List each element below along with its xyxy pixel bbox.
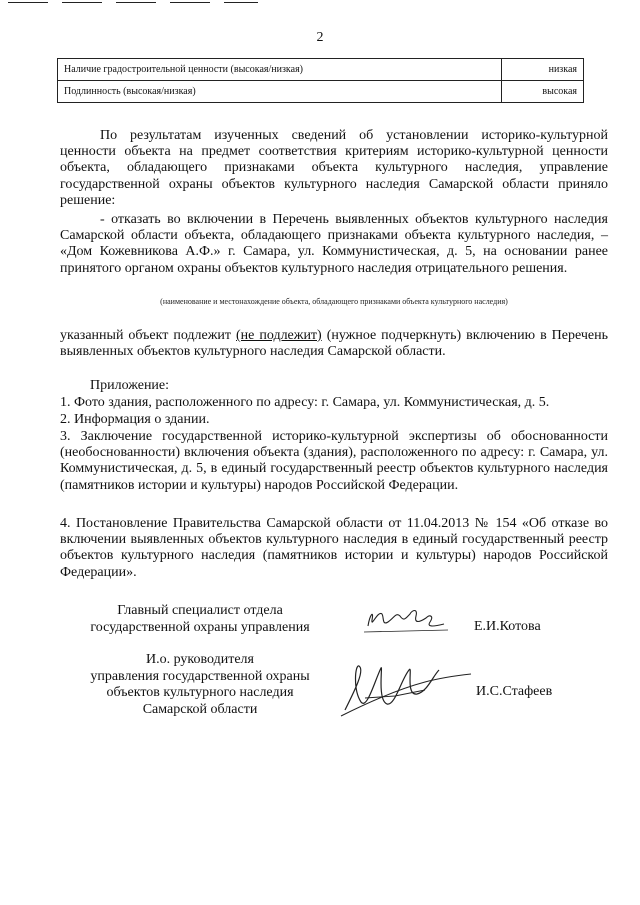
signatory-name: Е.И.Котова [474, 619, 541, 634]
table-cell-label: Наличие градостроительной ценности (высокая/низкая) [58, 59, 502, 81]
attachment-item: 3. Заключение государственной историко-культурной экспертизы об обоснованности (необоснованности) включения объекта (здания), расположенного по адресу: г. Самара, ул. Коммунистическая, д. 5, в единый государственный реестр объектов культурного наследия (памятников истории и культуры) народов Российской Федерации. [60, 429, 608, 493]
handwritten-signature-kotova [360, 600, 450, 640]
position-line: управления государственной охраны [90, 668, 310, 684]
signatory-name: И.С.Стафеев [476, 684, 553, 699]
underlined-choice: (не подлежит) [236, 328, 322, 343]
conclusion-text-rest: (нужное подчеркнуть) включению в Перечень выявленных объектов культурного наследия Самарской области. [60, 328, 608, 360]
position-line: государственной охраны управления [90, 619, 310, 635]
decision-intro: По результатам изученных сведений об установлении историко-культурной ценности объекта на предмет соответствия критериям историко-культурной ценности объекта, обладающего признаками объекта культурного наследия, управление государственной охраны объектов культурного наследия Самарской области приняло решение: [60, 128, 608, 208]
table-row [58, 81, 584, 103]
page-number: 2 [316, 30, 324, 45]
position-line: Самарской области [142, 701, 258, 717]
handwritten-signature-stafeev [335, 660, 475, 720]
object-note: (наименование и местонахождение объекта, обладающего признаками объекта культурного наследия) [160, 297, 508, 306]
position-line: объектов культурного наследия [106, 685, 294, 700]
attachment-item: 2. Информация о здании. [60, 412, 210, 427]
table-row [58, 59, 584, 81]
table-cell-value: высокая [502, 81, 584, 103]
attribute-table [57, 58, 584, 103]
top-scan-marks [0, 2, 260, 6]
decision-item: - отказать во включении в Перечень выявленных объектов культурного наследия Самарской области объекта, обладающего признаками объекта культурного наследия, – «Дом Кожевникова А.Ф.» г. Самара, ул. Коммунистическая, д. 5, на основании ранее принятого органом охраны объектов культурного наследия отрицательного решения. [60, 212, 608, 276]
conclusion-paragraph [60, 328, 608, 360]
conclusion-text: указанный объект подлежит [60, 328, 237, 343]
attachments-heading: Приложение: [90, 378, 170, 393]
attachment-item: 4. Постановление Правительства Самарской области от 11.04.2013 № 154 «Об отказе во включении выявленных объектов культурного наследия в единый государственный реестр объектов культурного наследия (памятников истории и культуры) народов Российской Федерации». [60, 516, 608, 580]
position-line: И.о. руководителя [145, 652, 254, 667]
signatory-position [60, 652, 340, 718]
position-line: Главный специалист отдела [117, 603, 283, 618]
table-cell-value: низкая [502, 59, 584, 81]
table-cell-label: Подлинность (высокая/низкая) [58, 81, 502, 103]
signatory-position [60, 603, 340, 636]
attachment-item: 1. Фото здания, расположенного по адресу: г. Самара, ул. Коммунистическая, д. 5. [60, 395, 550, 410]
